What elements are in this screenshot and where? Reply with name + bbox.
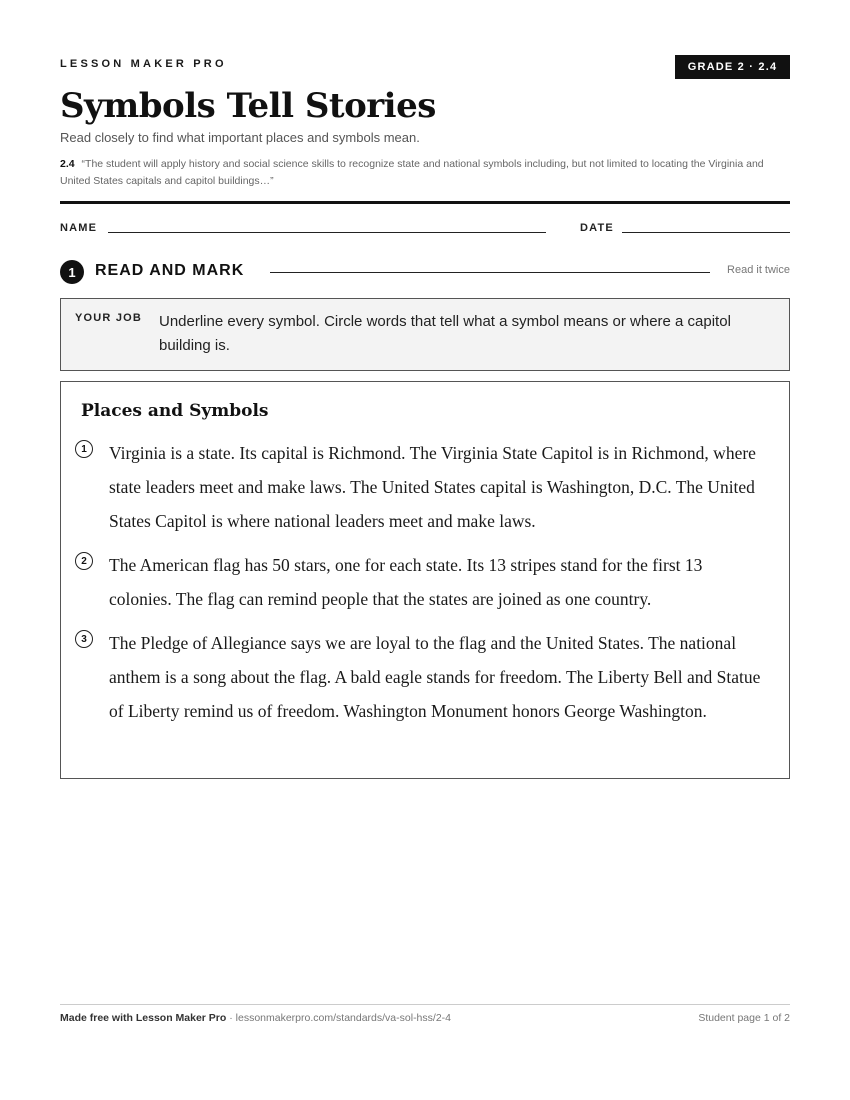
paragraph-text: The Pledge of Allegiance says we are loyal to the flag and the United States. The national anthem is a song about the flag. A bald eagle stands for freedom. The Liberty Bell and Statue of Liberty remind us of freedom. Washington Monument honors George Washington. bbox=[109, 633, 761, 721]
footer-credit bbox=[60, 1012, 451, 1024]
header-divider bbox=[60, 201, 790, 204]
job-instructions-box bbox=[60, 298, 790, 371]
paragraph-text: Virginia is a state. Its capital is Richmond. The Virginia State Capitol is in Richmond, where state leaders meet and make laws. The United States capital is Washington, D.C. The United States Capitol is where national leaders meet and make laws. bbox=[109, 443, 756, 531]
section-title: READ AND MARK bbox=[95, 262, 245, 279]
standard-text: “The student will apply history and social science skills to recognize state and national symbols including, but not limited to locating the Virginia and United States capitals and capitol buildings…” bbox=[60, 158, 764, 187]
name-field[interactable] bbox=[108, 232, 546, 233]
footer-page-number: Student page 1 of 2 bbox=[698, 1012, 790, 1024]
worksheet-page bbox=[60, 0, 790, 1100]
date-field[interactable] bbox=[622, 232, 790, 233]
section-header bbox=[60, 260, 790, 284]
paragraph-number: 2 bbox=[75, 552, 93, 570]
section-number-badge: 1 bbox=[60, 260, 84, 284]
section-divider bbox=[270, 272, 710, 273]
footer-made-with: Made free with Lesson Maker Pro bbox=[60, 1012, 227, 1024]
header-top bbox=[60, 55, 790, 79]
standard-code: 2.4 bbox=[60, 158, 75, 170]
page-subtitle: Read closely to find what important places and symbols mean. bbox=[60, 130, 420, 145]
grade-badge: GRADE 2 · 2.4 bbox=[675, 55, 790, 79]
job-text: Underline every symbol. Circle words that tell what a symbol means or where a capitol building is. bbox=[159, 313, 731, 354]
name-date-row bbox=[60, 222, 790, 238]
paragraph-number: 1 bbox=[75, 440, 93, 458]
job-label: YOUR JOB bbox=[75, 312, 143, 324]
name-label: NAME bbox=[60, 222, 98, 234]
reading-title: Places and Symbols bbox=[81, 401, 269, 421]
paragraph-text: The American flag has 50 stars, one for each state. Its 13 stripes stand for the first 13 colonies. The flag can remind people that the states are joined as one country. bbox=[109, 555, 703, 609]
paragraph-number: 3 bbox=[75, 630, 93, 648]
footer-url[interactable]: lessonmakerpro.com/standards/va-sol-hss/2-4 bbox=[235, 1012, 451, 1024]
date-label: DATE bbox=[580, 222, 614, 234]
reading-passage-box bbox=[60, 381, 790, 779]
brand-name: LESSON MAKER PRO bbox=[60, 58, 227, 70]
standard-description bbox=[60, 156, 790, 190]
footer-separator: · bbox=[226, 1012, 236, 1024]
page-title: Symbols Tell Stories bbox=[60, 86, 436, 126]
footer-divider bbox=[60, 1004, 790, 1005]
section-note: Read it twice bbox=[727, 264, 790, 276]
